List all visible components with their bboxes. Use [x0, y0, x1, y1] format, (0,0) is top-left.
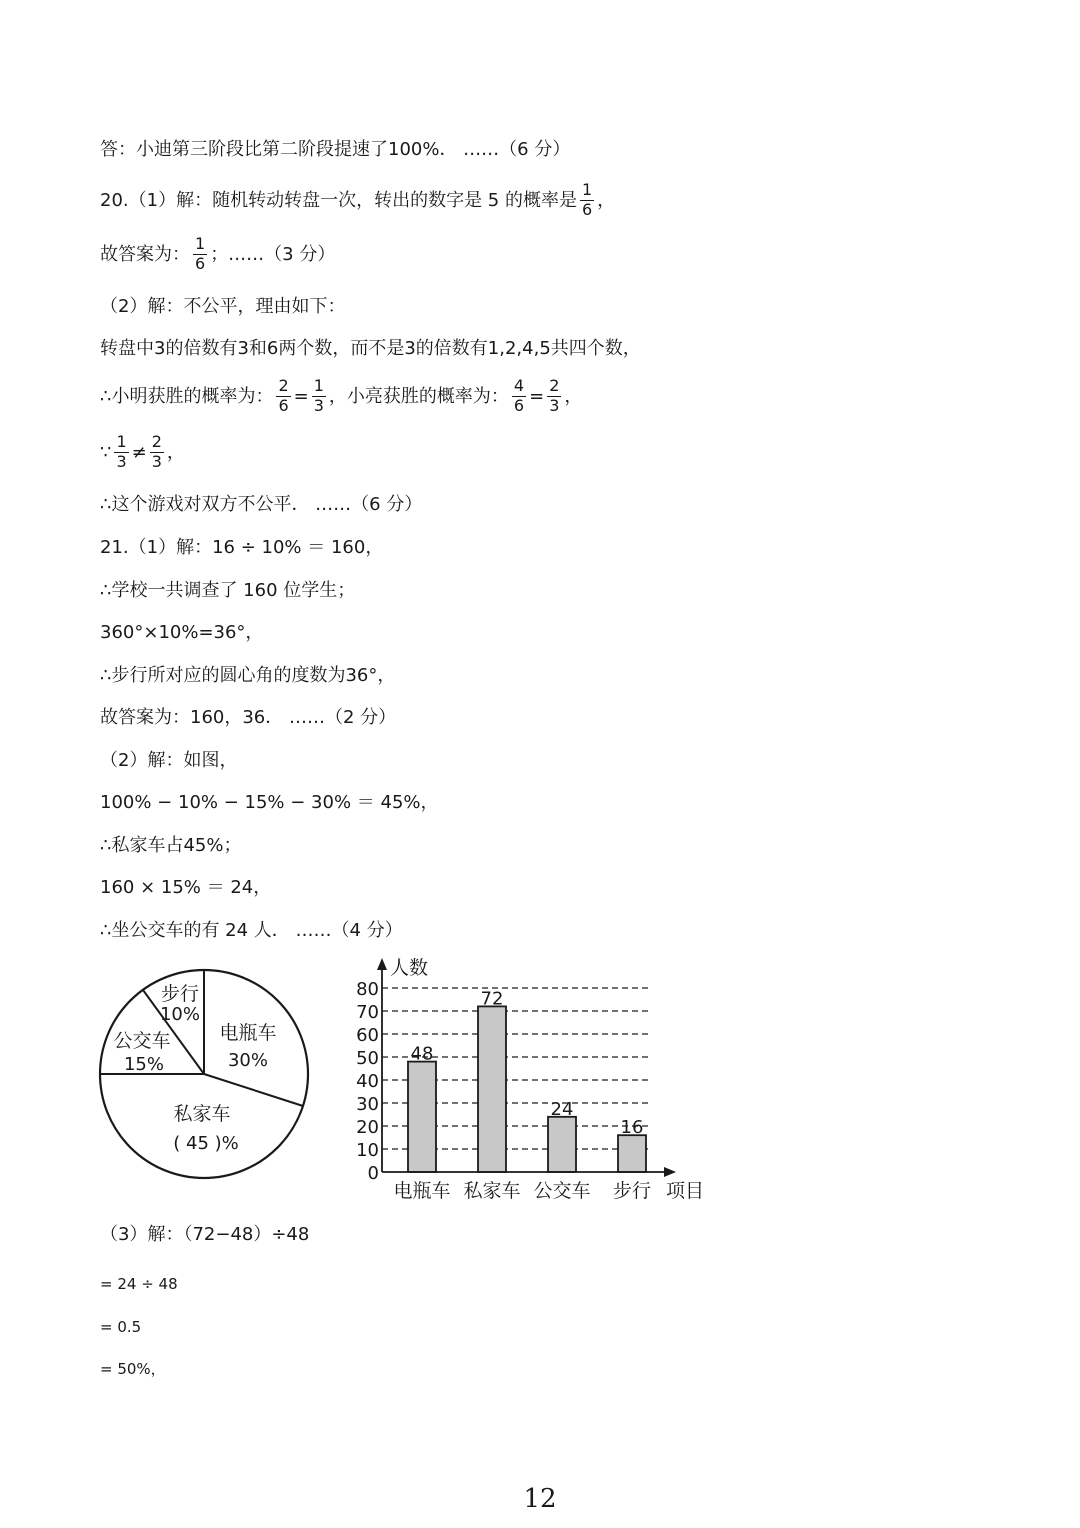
- q21-bus-line: ∴坐公交车的有 24 人． ……（4 分）: [100, 920, 403, 941]
- pie-label-car: 私家车: [173, 1103, 231, 1125]
- q21-car-percent-line: ∴私家车占45%；: [100, 835, 242, 856]
- fraction-two-thirds-compare: $\frac{2}{3}$: [151, 432, 162, 471]
- x-axis-arrow: [664, 1167, 676, 1177]
- pie-pct-bus: 15%: [123, 1054, 165, 1075]
- y-axis-arrow: [377, 958, 387, 970]
- pie-pct-car: ( 45 )%: [173, 1133, 239, 1154]
- q21-angle-calc-line: 360°×10%=36°，: [100, 622, 264, 643]
- q21-step1-line: = 24 ÷ 48: [100, 1275, 178, 1293]
- bar: [478, 1006, 506, 1172]
- bar-value-label: 48: [410, 1043, 434, 1065]
- q21-part3-line: （3）解：（72−48）÷48: [100, 1224, 310, 1245]
- fraction-one-sixth-answer: $\frac{1}{6}$: [195, 234, 206, 273]
- pie-label-bus: 公交车: [113, 1030, 171, 1052]
- pie-pct-walk: 10%: [159, 1004, 201, 1025]
- q21-percent-calc-line: 100% − 10% − 15% − 30% ＝ 45%，: [100, 792, 439, 813]
- y-tick-label: 60: [356, 1025, 379, 1046]
- y-tick-label: 30: [356, 1094, 379, 1115]
- y-tick-label: 70: [356, 1002, 379, 1023]
- x-category-label: 步行: [612, 1180, 652, 1202]
- bar-value-label: 24: [550, 1098, 574, 1120]
- fraction-four-sixths: $\frac{4}{6}$: [513, 376, 525, 415]
- bar: [548, 1117, 576, 1172]
- bar-value-label: 72: [480, 988, 504, 1010]
- q20-answer-line: 故答案为： $\frac{1}{6}$ ；……（3 分）: [100, 234, 336, 273]
- q21-angle-line: ∴步行所对应的圆心角的度数为36°，: [100, 665, 396, 686]
- q20-probability-line: ∴小明获胜的概率为： $\frac{2}{6}$ = $\frac{1}{3}$ ，小亮获胜的概率为： $\frac{4}{6}$ = $\frac{2}{3}$ ，: [100, 376, 583, 415]
- page-number: 12: [523, 1484, 557, 1514]
- q21-part2-line: （2）解：如图，: [100, 750, 238, 771]
- bar: [618, 1135, 646, 1172]
- q20-conclusion-line: ∴这个游戏对双方不公平． ……（6 分）: [100, 494, 423, 515]
- q21-answer1-line: 故答案为：160，36． ……（2 分）: [100, 707, 397, 728]
- pie-chart: [90, 960, 320, 1190]
- y-axis-label: 人数: [390, 957, 429, 979]
- q21-bus-calc-line: 160 × 15% ＝ 24，: [100, 877, 272, 898]
- y-tick-label: 80: [356, 979, 379, 1000]
- x-category-label: 公交车: [533, 1180, 591, 1202]
- pie-label-ebike: 电瓶车: [219, 1022, 277, 1044]
- fraction-one-third-compare: $\frac{1}{3}$: [116, 432, 127, 471]
- bar-chart: [340, 950, 730, 1210]
- q21-step3-line: = 50%，: [100, 1360, 166, 1378]
- y-tick-label: 10: [356, 1140, 379, 1161]
- q20-part2-line: （2）解：不公平，理由如下：: [100, 296, 346, 317]
- fraction-one-third: $\frac{1}{3}$: [313, 376, 324, 415]
- pie-label-walk: 步行: [160, 983, 200, 1005]
- fraction-one-sixth: $\frac{1}{6}$: [581, 180, 593, 219]
- q20-compare-line: ∵ $\frac{1}{3}$ ≠ $\frac{2}{3}$ ，: [100, 432, 185, 471]
- bar: [408, 1062, 436, 1172]
- x-category-label: 电瓶车: [393, 1180, 451, 1202]
- q21-step2-line: = 0.5: [100, 1318, 142, 1336]
- y-tick-label: 20: [356, 1117, 379, 1138]
- x-category-label: 私家车: [463, 1180, 521, 1202]
- fraction-two-sixths: $\frac{2}{6}$: [278, 376, 289, 415]
- bar-value-label: 16: [620, 1117, 644, 1139]
- q21-total-line: ∴学校一共调查了 160 位学生；: [100, 580, 356, 601]
- answer-line-19: 答：小迪第三阶段比第二阶段提速了100%． ……（6 分）: [100, 139, 571, 160]
- x-axis-label: 项目: [666, 1180, 705, 1202]
- q20-part1-line: 20.（1）解：随机转动转盘一次，转出的数字是 5 的概率是 $\frac{1}{6}$ ，: [100, 180, 616, 219]
- pie-pct-ebike: 30%: [227, 1050, 269, 1071]
- fraction-two-thirds: $\frac{2}{3}$: [549, 376, 560, 415]
- y-tick-label: 0: [367, 1163, 379, 1184]
- y-tick-label: 50: [356, 1048, 379, 1069]
- q21-part1-line: 21.（1）解：16 ÷ 10% ＝ 160，: [100, 537, 384, 558]
- y-tick-label: 40: [356, 1071, 379, 1092]
- q20-reason-line: 转盘中3的倍数有3和6两个数，而不是3的倍数有1,2,4,5共四个数，: [100, 338, 641, 359]
